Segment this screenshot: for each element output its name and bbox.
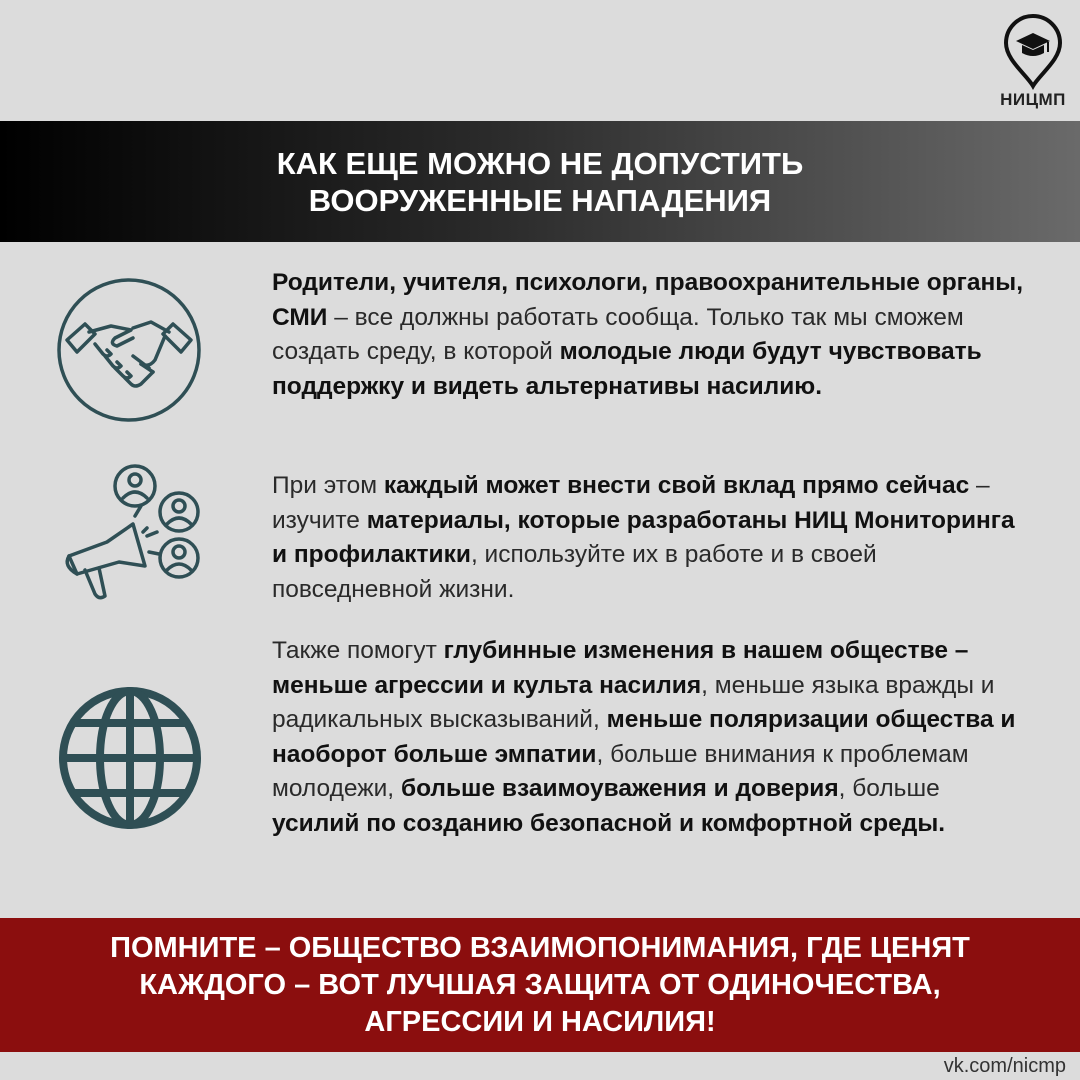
- footer-banner: [0, 918, 1080, 1052]
- text-bold: больше взаимоуважения и доверия: [400, 775, 839, 802]
- text-block-collaboration: [272, 266, 1032, 404]
- handshake-icon: [55, 276, 203, 429]
- source-link[interactable]: vk.com/nicmp: [943, 1055, 1066, 1077]
- globe-icon: [57, 685, 203, 836]
- text-block-contribution: [272, 469, 1032, 607]
- text-regular: , больше: [838, 775, 940, 802]
- footer-line3: АГРЕССИИ И НАСИЛИЯ!: [364, 1005, 716, 1038]
- text-bold: материалы, которые разработаны НИЦ Мониторинга и профилактики: [272, 506, 1015, 568]
- footer-line2: КАЖДОГО – ВОТ ЛУЧШАЯ ЗАЩИТА ОТ ОДИНОЧЕСТВА,: [139, 968, 941, 1001]
- text-bold: усилий по созданию безопасной и комфортной среды.: [272, 809, 946, 837]
- text-bold: каждый может внести свой вклад прямо сейчас: [383, 472, 970, 499]
- page-title-line2: ВООРУЖЕННЫЕ НАПАДЕНИЯ: [308, 182, 772, 218]
- text-regular: , меньше языка вражды и радикальных высказываний,: [272, 671, 995, 733]
- megaphone-people-icon: [55, 460, 205, 607]
- text-regular: , больше внимания к проблемам молодежи,: [272, 740, 969, 802]
- text-bold: Родители, учителя, психологи, правоохранительные органы, СМИ: [272, 269, 1024, 331]
- text-bold: глубинные изменения в нашем обществе – меньше агрессии и культа насилия: [272, 637, 969, 699]
- text-regular: Также помогут: [272, 637, 444, 664]
- text-bold: меньше поляризации общества и наоборот больше эмпатии: [272, 706, 1016, 768]
- text-regular: – все должны работать сообща. Только так мы сможем создать среду, в которой: [272, 303, 964, 365]
- text-regular: При этом: [272, 472, 384, 499]
- map-pin-graduation-cap-icon: [996, 10, 1070, 90]
- logo-text: НИЦМП: [1000, 90, 1066, 109]
- text-regular: – изучите: [272, 472, 990, 534]
- logo: [986, 10, 1080, 110]
- header-banner: [0, 121, 1080, 242]
- footer-line1: ПОМНИТЕ – ОБЩЕСТВО ВЗАИМОПОНИМАНИЯ, ГДЕ ЦЕНЯТ: [110, 931, 970, 964]
- text-bold: молодые люди будут чувствовать поддержку и видеть альтернативы насилию.: [272, 338, 982, 400]
- page-title-line1: КАК ЕЩЕ МОЖНО НЕ ДОПУСТИТЬ: [276, 145, 804, 181]
- text-block-society-changes: [272, 634, 1032, 841]
- text-regular: , используйте их в работе и в своей повседневной жизни.: [272, 541, 877, 603]
